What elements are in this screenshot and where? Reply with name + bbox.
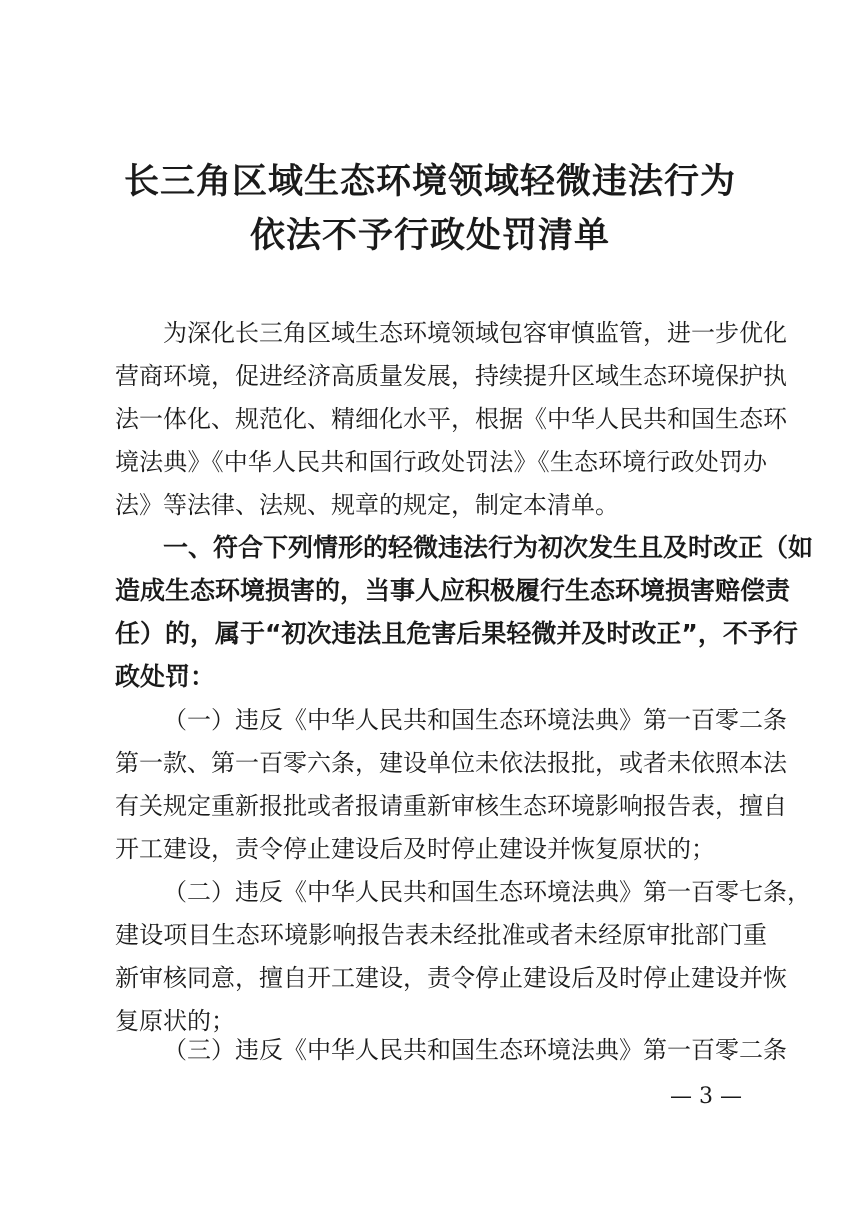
text-line: 营商环境，促进经济高质量发展，持续提升区域生态环境保护执 (115, 362, 787, 390)
text-line: （二）违反《中华人民共和国生态环境法典》第一百零七条， (163, 878, 811, 906)
text-line: 任）的，属于“初次违法且危害后果轻微并及时改正”，不予行 (115, 619, 798, 648)
text-line: 建设项目生态环境影响报告表未经批准或者未经原审批部门重 (115, 921, 767, 949)
text-line: 政处罚： (115, 662, 216, 691)
page-number: — 3 — (670, 1084, 742, 1109)
text-line: 开工建设，责令停止建设后及时停止建设并恢复原状的； (115, 835, 715, 863)
text-line: 境法典》《中华人民共和国行政处罚法》《生态环境行政处罚办 (115, 448, 767, 476)
text-line: 为深化长三角区域生态环境领域包容审慎监管，进一步优化 (163, 319, 787, 347)
text-line: （一）违反《中华人民共和国生态环境法典》第一百零二条 (163, 706, 787, 734)
text-line: 造成生态环境损害的，当事人应积极履行生态环境损害赔偿责 (115, 576, 791, 605)
text-line: 法》等法律、法规、规章的规定，制定本清单。 (115, 491, 619, 519)
document-title-line-2: 依法不予行政处罚清单 (249, 215, 610, 256)
text-line: 复原状的； (115, 1007, 235, 1035)
text-line: 第一款、第一百零六条，建设单位未依法报批，或者未依照本法 (115, 749, 787, 777)
text-line: 新审核同意，擅自开工建设，责令停止建设后及时停止建设并恢 (115, 964, 787, 992)
text-line: （三）违反《中华人民共和国生态环境法典》第一百零二条 (163, 1036, 787, 1064)
text-line: 有关规定重新报批或者报请重新审核生态环境影响报告表，擅自 (115, 792, 787, 820)
text-line: 法一体化、规范化、精细化水平，根据《中华人民共和国生态环 (115, 405, 787, 433)
text-line: 一、符合下列情形的轻微违法行为初次发生且及时改正（如 (163, 533, 814, 562)
document-title-line-1: 长三角区域生态环境领域轻微违法行为 (123, 161, 736, 202)
